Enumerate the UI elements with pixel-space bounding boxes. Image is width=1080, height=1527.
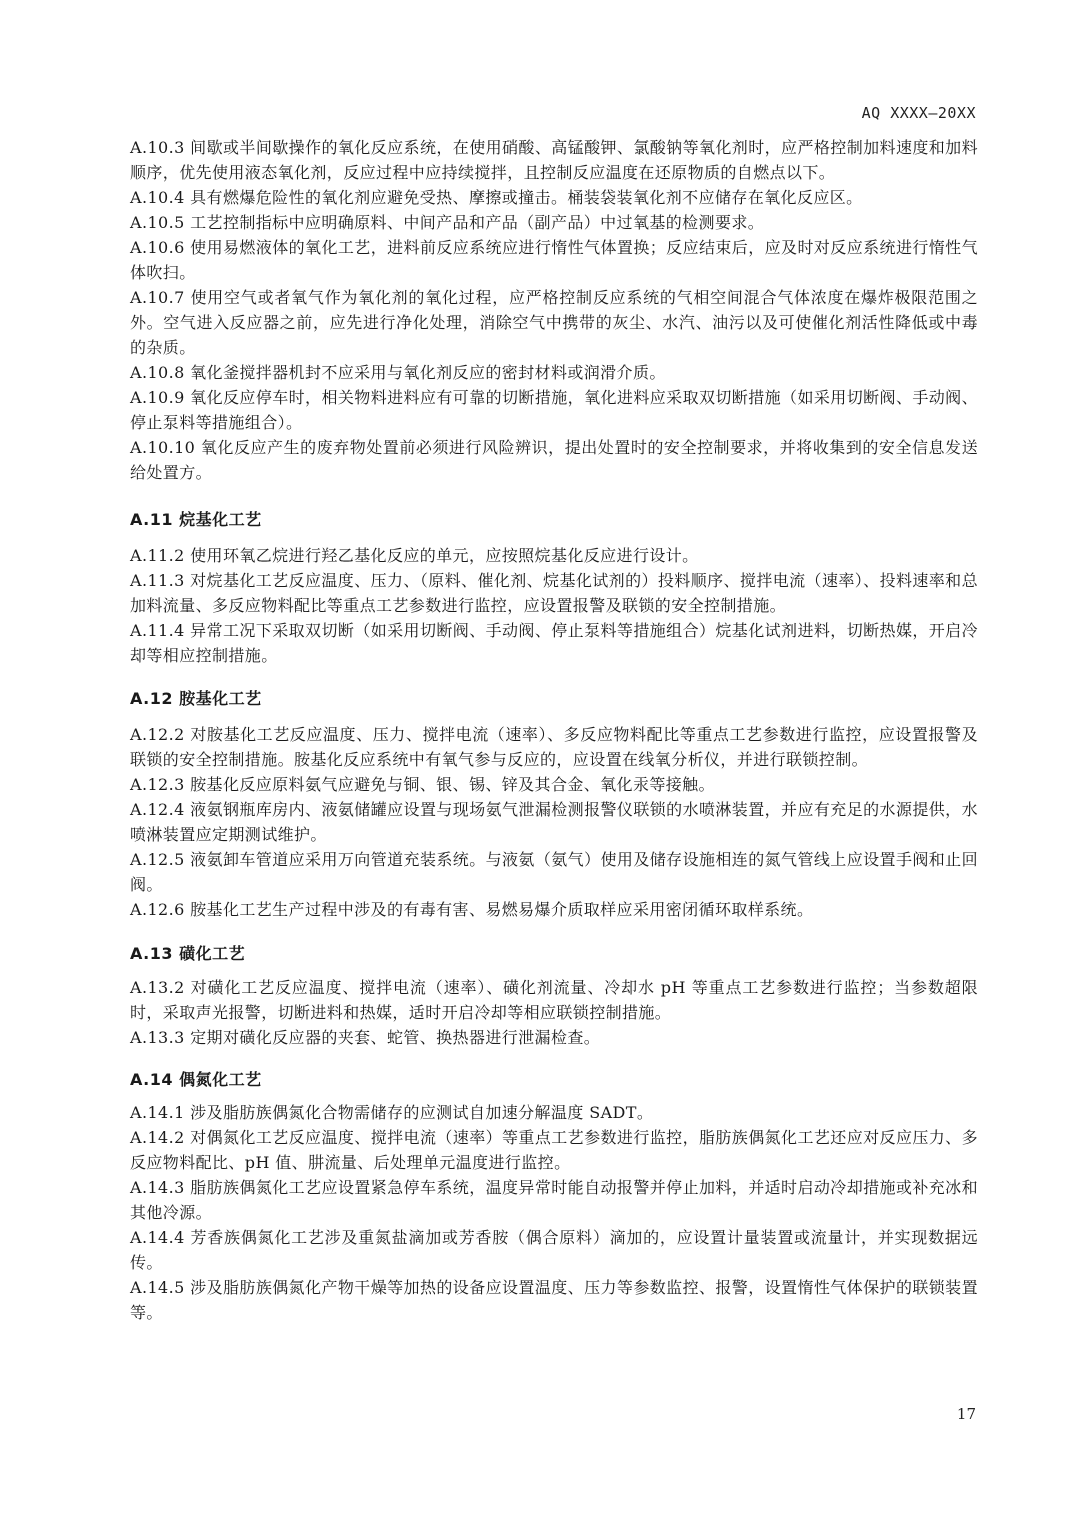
clause-a-14-4: A.14.4 芳香族偶氮化工艺涉及重氮盐滴加或芳香胺（偶合原料）滴加的，应设置计量装置或流量计，并实现数据远传。 [130, 1228, 978, 1272]
clause-a-10-3: A.10.3 间歇或半间歇操作的氧化反应系统，在使用硝酸、高锰酸钾、氯酸钠等氧化剂时，应严格控制加料速度和加料顺序，优先使用液态氧化剂，反应过程中应持续搅拌，且控制反应温度在还原物质的自燃点以下。 [130, 138, 978, 182]
clause-a-10-5: A.10.5 工艺控制指标中应明确原料、中间产品和产品（副产品）中过氧基的检测要求。 [130, 213, 765, 232]
clause-a-10-8: A.10.8 氧化釜搅拌器机封不应采用与氧化剂反应的密封材料或润滑介质。 [130, 363, 666, 382]
clause-a-12-3: A.12.3 胺基化反应原料氨气应避免与铜、银、锡、锌及其合金、氧化汞等接触。 [130, 775, 715, 794]
clause-a-14-3: A.14.3 脂肪族偶氮化工艺应设置紧急停车系统，温度异常时能自动报警并停止加料，并适时启动冷却措施或补充冰和其他冷源。 [130, 1178, 978, 1222]
section-a10 [130, 135, 978, 485]
clause-a-11-2: A.11.2 使用环氧乙烷进行羟乙基化反应的单元，应按照烷基化反应进行设计。 [130, 546, 699, 565]
clause-a-14-2: A.14.2 对偶氮化工艺反应温度、搅拌电流（速率）等重点工艺参数进行监控，脂肪族偶氮化工艺还应对反应压力、多反应物料配比、pH 值、肼流量、后处理单元温度进行监控。 [130, 1128, 978, 1172]
section-a11 [130, 507, 978, 668]
clause-a-10-9: A.10.9 氧化反应停车时，相关物料进料应有可靠的切断措施，氧化进料应采取双切断措施（如采用切断阀、手动阀、停止泵料等措施组合）。 [130, 388, 978, 432]
clause-a-10-10: A.10.10 氧化反应产生的废弃物处置前必须进行风险辨识，提出处置时的安全控制要求，并将收集到的安全信息发送给处置方。 [130, 438, 978, 482]
clause-a-12-5: A.12.5 液氨卸车管道应采用万向管道充装系统。与液氨（氨气）使用及储存设施相连的氮气管线上应设置手阀和止回阀。 [130, 850, 978, 894]
section-title-a11: A.11 烷基化工艺 [130, 510, 262, 529]
page-content [130, 135, 978, 1325]
clause-a-12-2: A.12.2 对胺基化工艺反应温度、压力、搅拌电流（速率）、多反应物料配比等重点工艺参数进行监控，应设置报警及联锁的安全控制措施。胺基化反应系统中有氧气参与反应的，应设置在线氧分析仪，并进行联锁控制。 [130, 725, 978, 769]
clause-a-10-6: A.10.6 使用易燃液体的氧化工艺，进料前反应系统应进行惰性气体置换；反应结束后，应及时对反应系统进行惰性气体吹扫。 [130, 238, 978, 282]
clause-a-14-1: A.14.1 涉及脂肪族偶氮化合物需储存的应测试自加速分解温度 SADT。 [130, 1103, 654, 1122]
clause-a-12-6: A.12.6 胺基化工艺生产过程中涉及的有毒有害、易燃易爆介质取样应采用密闭循环取样系统。 [130, 900, 814, 919]
clause-a-11-3: A.11.3 对烷基化工艺反应温度、压力、（原料、催化剂、烷基化试剂的）投料顺序、搅拌电流（速率）、投料速率和总加料流量、多反应物料配比等重点工艺参数进行监控，应设置报警及联锁的安全控制措施。 [130, 571, 978, 615]
clause-a-10-7: A.10.7 使用空气或者氧气作为氧化剂的氧化过程，应严格控制反应系统的气相空间混合气体浓度在爆炸极限范围之外。空气进入反应器之前，应先进行净化处理，消除空气中携带的灰尘、水汽、油污以及可使催化剂活性降低或中毒的杂质。 [130, 288, 978, 357]
page-number: 17 [956, 1405, 976, 1423]
section-a14 [130, 1067, 978, 1325]
section-title-a12: A.12 胺基化工艺 [130, 689, 262, 708]
standard-code: AQ XXXX—20XX [861, 104, 976, 122]
clause-a-13-3: A.13.3 定期对磺化反应器的夹套、蛇管、换热器进行泄漏检查。 [130, 1028, 601, 1047]
clause-a-12-4: A.12.4 液氨钢瓶库房内、液氨储罐应设置与现场氨气泄漏检测报警仪联锁的水喷淋装置，并应有充足的水源提供，水喷淋装置应定期测试维护。 [130, 800, 978, 844]
section-a13 [130, 941, 978, 1050]
section-title-a13: A.13 磺化工艺 [130, 944, 246, 963]
clause-a-11-4: A.11.4 异常工况下采取双切断（如采用切断阀、手动阀、停止泵料等措施组合）烷基化试剂进料，切断热媒，开启冷却等相应控制措施。 [130, 621, 978, 665]
clause-a-10-4: A.10.4 具有燃爆危险性的氧化剂应避免受热、摩擦或撞击。桶装袋装氧化剂不应储存在氧化反应区。 [130, 188, 863, 207]
clause-a-13-2: A.13.2 对磺化工艺反应温度、搅拌电流（速率）、磺化剂流量、冷却水 pH 等重点工艺参数进行监控；当参数超限时，采取声光报警，切断进料和热媒，适时开启冷却等相应联锁控制措施。 [130, 978, 978, 1022]
section-a12 [130, 686, 978, 922]
clause-a-14-5: A.14.5 涉及脂肪族偶氮化产物干燥等加热的设备应设置温度、压力等参数监控、报警，设置惰性气体保护的联锁装置等。 [130, 1278, 978, 1322]
section-title-a14: A.14 偶氮化工艺 [130, 1070, 262, 1089]
